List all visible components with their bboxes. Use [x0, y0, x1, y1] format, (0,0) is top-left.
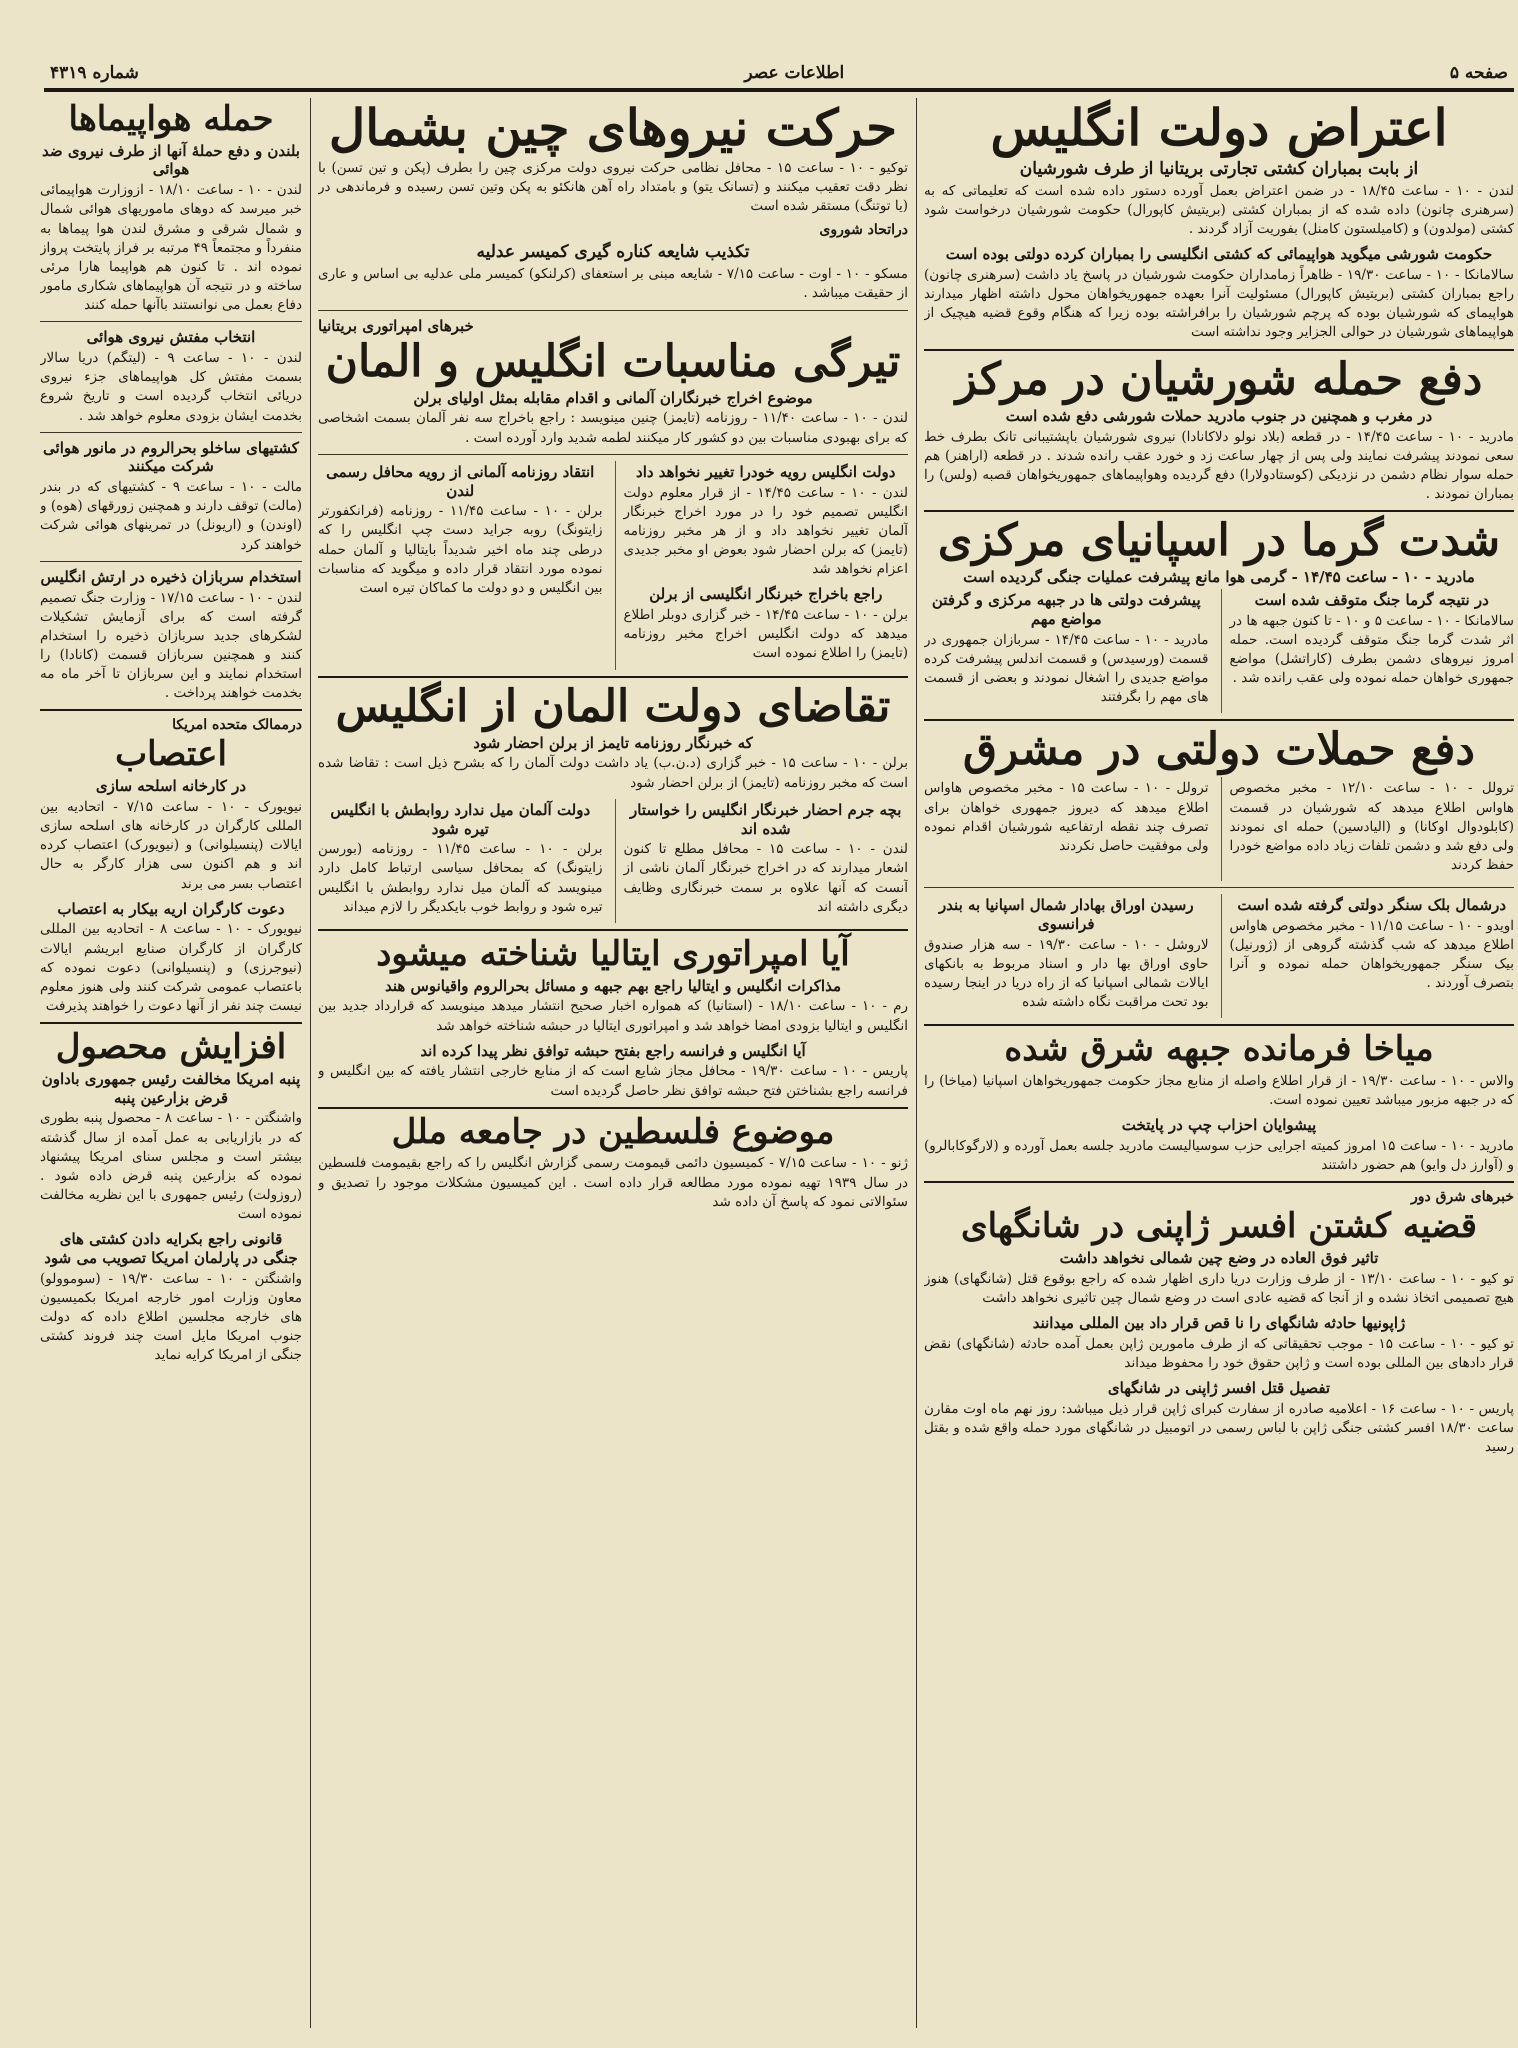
- divider: [924, 510, 1514, 512]
- subhead: بچه جرم احضار خبرنگار انگلیس را خواستار شده اند: [630, 800, 902, 838]
- headline-miaja: میاخا فرمانده جبهه شرق شده: [1004, 1029, 1434, 1070]
- subhead: مادرید - ۱۰ - ساعت ۱۴/۴۵ - گرمی هوا مانع پیشرفت عملیات جنگی گردیده است: [963, 568, 1475, 587]
- divider: [924, 887, 1514, 888]
- subhead: تفصیل قتل افسر ژاپنی در شانگهای: [1107, 1379, 1331, 1398]
- headline-germany-demand: تقاضای دولت المان از انگلیس: [335, 680, 891, 732]
- article-text: برلن - ۱۰ - ساعت ۱۱/۴۵ - روزنامه (فرانکفورتر زایتونگ) روبه جراید دست چپ انگلیس را که درطی چند ماه اخیر شدیداً بایتالیا و آلمان حمله نموده مورد انتقاد قرار داده و میگوید که مناسبات بین انگلیس و دو دولت ما کماکان تیره است: [318, 503, 603, 596]
- divider: [924, 719, 1514, 721]
- masthead: [44, 58, 1514, 88]
- subhead: استخدام سربازان ذخیره در ارتش انگلیس: [40, 567, 302, 586]
- subhead: در مغرب و همچنین در جنوب مادرید حملات شورشی دفع شده است: [1005, 406, 1433, 425]
- headline-center-attack: دفع حمله شورشیان در مرکز: [955, 353, 1483, 405]
- two-column-block: [924, 894, 1514, 1018]
- article-text: لاروشل - ۱۰ - ساعت ۱۹/۳۰ - سه هزار صندوق حاوی اوراق بها دار و اسناد مربوط به بانکهای ایالات شمالی اسپانیا که از راه دریا در اینجا رسیده بود تحت مراقبت نگاه داشته شده: [924, 936, 1209, 1011]
- column-divider: [310, 98, 311, 2028]
- two-column-block: [924, 589, 1514, 713]
- column-middle: [318, 98, 908, 2028]
- article-text: رم - ۱۰ - ساعت ۱۸/۱۰ - (استانیا) که همواره اخبار صحیح انتشار میدهد مینویسد که قرارداد جدید بین انگلیس و ایتالیا بزودی امضا خواهد شد و امپراتوری ایتالیا در حبشه شناخته خواهد شد: [318, 998, 908, 1034]
- two-column-block: [318, 799, 908, 923]
- subhead: از بابت بمباران کشتی تجارتی بریتانیا از طرف شورشیان: [1019, 158, 1419, 179]
- article-text: سالامانکا - ۱۰ - ساعت ۱۹/۳۰ - ظاهراً زمامداران حکومت شورشیان در پاسخ یاد داشت (سرهنری چانون) راجع بمباران کشتی (بریتیش کاپورال) مسئولیت آنرا بعهده جمهوریخواهان محول داشته اظهار میدارند هواپیمای که شورشیان بوده که پرچم شورشیان را برافراشته بوده زیرا که هنگام وقوع قضیه هیچیک از هواپیماهای شورشیان در حوالی الجزایر وجود نداشته است: [924, 266, 1514, 341]
- column-left: [40, 98, 302, 2028]
- subhead: آیا انگلیس و فرانسه راجع بفتح حبشه توافق نظر پیدا کرده اند: [420, 1041, 806, 1060]
- divider: [924, 349, 1514, 351]
- issue-number: شماره ۴۳۱۹: [50, 63, 139, 83]
- article-text: مادرید - ۱۰ - ساعت ۱۵ امروز کمیته اجرایی حزب سوسیالیست مادرید جلسه بعمل آورده و (لارگوکابالرو) و (آوارز دل وایو) هم حضور داشتند: [924, 1138, 1514, 1174]
- headline-crop-increase: افزایش محصول: [55, 1027, 287, 1068]
- section-label: خبرهای امپراتوری بریتانیا: [318, 316, 474, 335]
- article-text: لندن - ۱۰ - ساعت ۱۴/۴۵ - از قرار معلوم دولت انگلیس تصمیم خود را در مورد اخراج خبرنگار آلمان تغییر نخواهد داد و از هر مخبر روزنامه (تایمز) که برلن احضار شود بعوض او مخبر جدیدی اعزام نخواهد شد: [623, 484, 908, 578]
- subhead: پنبه امریکا مخالفت رئیس جمهوری باداون قرض بزارعین پنبه: [41, 1069, 301, 1107]
- two-column-block: [318, 461, 908, 670]
- article-text: والاس - ۱۰ - ساعت ۱۹/۳۰ - از قرار اطلاع واصله از منابع مجاز حکومت جمهوریخواهان اسپانیا (میاخا) را که در جبهه مزبور میباشد تعیین نموده است.: [924, 1073, 1514, 1109]
- subhead: کشتیهای ساخلو بحرالروم در مانور هوائی شرکت میکنند: [43, 438, 299, 476]
- subhead: در نتیجه گرما جنگ متوقف شده است: [1254, 591, 1489, 610]
- subhead: که خبرنگار روزنامه تایمز از برلن احضار شود: [473, 733, 753, 752]
- subhead: پیشوایان احزاب چپ در پایتخت: [1121, 1116, 1317, 1135]
- headline-heat-spain: شدت گرما در اسپانیای مرکزی: [937, 515, 1501, 567]
- article-text: نیویورک - ۱۰ - ساعت ۸ - اتحادیه بین المللی کارگران از کارگران صنایع ابریشم ایالات (نیوجرزی) و (پنسیلوانی) دعوت نموده که باعتصاب عمومی شرکت کنند ولی هنوز معلوم نیست چند نفر از آنها دعوت را خواهند پذیرفت: [40, 921, 302, 1015]
- divider: [924, 1024, 1514, 1026]
- article-text: برلن - ۱۰ - ساعت ۱۵ - خبر گزاری (د.ن.ب) یاد داشت دولت آلمان را که بشرح ذیل است : تقاضا شده است که مخبر روزنامه (تایمز) از برلن احضار شود: [318, 755, 908, 791]
- divider: [318, 310, 908, 311]
- article-text: تو کیو - ۱۰ - ساعت ۱۵ - موجب تحقیقاتی که از طرف مامورین ژاپن بعمل آمده حادثه (شانگهای) نقض قرار دادهای بین المللی بوده است و ژاپن حقوق خود را محفوظ میداند: [924, 1335, 1514, 1372]
- subhead: دولت انگلیس رویه خودرا تغییر نخواهد داد: [636, 462, 896, 481]
- subhead: در کارخانه اسلحه سازی: [95, 777, 247, 796]
- article-text: مالت - ۱۰ - ساعت ۹ - کشتیهای که در بندر (مالت) توقف دارند و همچنین زورقهای (هوه) و (اوندن) و (اریونل) در تمرینهای هوائی شرکت خواهند کرد: [40, 479, 302, 553]
- subhead: رسیدن اوراق بهادار شمال اسپانیا به بندر فرانسوی: [938, 896, 1194, 933]
- divider: [318, 929, 908, 931]
- subhead: قانونی راجع بکرایه دادن کشتی های جنگی در پارلمان امریکا تصویب می شود: [44, 1230, 298, 1268]
- subhead: تکذیب شایعه کناره گیری کمیسر عدلیه: [476, 241, 750, 262]
- masthead-rule: [44, 88, 1514, 92]
- subhead: انتقاد روزنامه آلمانی از رویه محافل رسمی لندن: [326, 462, 595, 500]
- article-text: لندن - ۱۰ - ساعت ۱۸/۱۰ - ازوزارت هواپیمائی خبر میرسد که دوهای ماموریهای هوائی شمال و شمال شرقی و مشرق لندن هوا پیماها به منفرداً و مجتمعاً ۴۹ مرتبه بر فراز پایتخت پرواز نموده اند . تا کنون هم هواپیما هارا مرئی ساخته و در نتیجه آن هواپیماهای شکاری مامور دفاع بعمل می نوانستند باآنها حمله کنند: [40, 182, 302, 314]
- divider: [40, 321, 302, 322]
- article-text: ترولل - ۱۰ - ساعت ۱۵ - مخبر مخصوص هاواس اطلاع میدهد که دیروز جمهوری خواهان برای تصرف چند نقطه ارتفاعیه شورشیان اقدام نموده ولی موفقیت حاصل نکردند: [924, 780, 1209, 854]
- subhead: انتخاب مفتش نیروی هوائی: [86, 328, 256, 347]
- divider: [40, 1022, 302, 1024]
- article-text: لندن - ۱۰ - ساعت ۱۱/۴۰ - روزنامه (تایمز) چنین مینویسد : راجع باخراج سه نفر آلمان بسمت اشخاصی که برای بهبودی مناسبات بین دو کشور کار میکنند لطمه شدید وارد آورده است .: [318, 410, 908, 446]
- article-text: واشنگتن - ۱۰ - ساعت ۱۹/۳۰ - (سوموولو) معاون وزارت امور خارجه امریکا بکمیسیون های خارجه مجلسین اطلاع داده که دولت جنوب امریکا مایل است چند فروند کشتی جنگی از امریکا کرایه نماید: [40, 1270, 302, 1364]
- subhead: بلندن و دفع حملهٔ آنها از طرف نیروی ضد هوائی: [42, 141, 300, 179]
- headline-east-attacks: دفع حملات دولتی در مشرق: [963, 724, 1475, 776]
- article-text: توکیو - ۱۰ - ساعت ۱۵ - محافل نظامی حرکت نیروی دولت مرکزی چین را بطرف (پکن و تین تسن) با نظر دقت تعقیب میکنند و (تسانک یتو) و بامتداد راه آهن هانکئو به پکن وتین تسن رسیده و فرماندهی در (یا توتنگ) مستقر شده است: [318, 159, 908, 214]
- article-text: مادرید - ۱۰ - ساعت ۱۴/۴۵ - سربازان جمهوری در قسمت (ورسیدس) و قسمت اندلس پیشرفت کرده مواضع جدیدی را اشغال نمودند و بعضی از قسمت های مهم را بگرفتند: [924, 631, 1209, 706]
- divider: [318, 676, 908, 678]
- article-text: لندن - ۱۰ - ساعت ۱۵ - محافل مطلع تا کنون اشعار میدارند که در اخراج خبرنگار آلمان ناشی از آنست که آنها علاوه بر سمت خبرنگاری وظایف دیگری داشته اند: [623, 841, 908, 915]
- subhead: درشمال بلک سنگر دولتی گرفته شده است: [1237, 896, 1507, 915]
- subhead: راجع باخراج خبرنگار انگلیسی از برلن: [649, 585, 883, 604]
- article-text: لندن - ۱۰ - ساعت ۹ - (لیتگم) دریا سالار بسمت مفتش کل هواپیماهای جزء نیروی دریائی انتخاب گردیده است و تاریخ شروع بخدمت ایشان بزودی معلوم خواهد شد .: [40, 350, 302, 424]
- two-column-block: [924, 777, 1514, 881]
- section-label: خبرهای شرق دور: [1410, 1189, 1514, 1206]
- section-label: درممالک متحده امریکا: [172, 717, 302, 734]
- headline-japanese-officer: قضیه کشتن افسر ژاپنی در شانگهای: [960, 1206, 1478, 1247]
- divider: [40, 561, 302, 562]
- column-right: [924, 98, 1514, 2028]
- divider: [40, 432, 302, 433]
- divider: [318, 454, 908, 455]
- article-text: اویدو - ۱۰ - ساعت ۱۱/۱۵ - مخبر مخصوص هاواس اطلاع میدهد که شب گذشته گروهی از (ژورنیل) بیک سنگر جمهوریخواهان حمله نموده و آنرا بتصرف آوردند .: [1229, 917, 1514, 992]
- divider: [924, 1181, 1514, 1183]
- article-text: واشنگتن - ۱۰ - ساعت ۸ - محصول پنبه بطوری که در بازاریابی به عمل آمده از سال گذشته بیشتر است و مجلس سنای امریکا پیشنهاد نموده که بزارعین پنبه قرض داده شود . (روزولت) رئیس جمهوری با این نظریه مخالفت نموده است: [40, 1110, 302, 1223]
- divider: [40, 709, 302, 711]
- headline-china-north: حرکت نیروهای چین بشمال: [328, 98, 898, 157]
- headline-strike: اعتصاب: [115, 734, 227, 775]
- article-text: مادرید - ۱۰ - ساعت ۱۴/۴۵ - در قطعه (بلاد نولو دلاکانادا) نیروی شورشیان باپشتیبانی تانک بطرف خط سعی نمودند پیشرفت نمایند ولی پس از چهار ساعت زد و خورد عقب رانده شدند . در قطعه (اراهنر) هم حمله سوار نظام دشمن در نزدیکی (کوستادولارا) دفع گردیده وهواپیماهای جمهوریخواهان قصبه (ولس) را بمباران نمودند .: [924, 428, 1514, 502]
- article-text: پاریس - ۱۰ - ساعت ۱۶ - اعلامیه صادره از سفارت کبرای ژاپن قرار ذیل میباشد: روز نهم ماه اوت مقارن ساعت ۱۸/۳۰ افسر کشتی جنگی ژاپن با لباس رسمی در اتومبیل در شانگهای مورد حمله واقع شده و بقتل رسید: [924, 1400, 1514, 1456]
- subhead: حکومت شورشی میگوید هواپیمائی که کشتی انگلیسی را بمباران کرده دولتی بوده است: [945, 245, 1493, 264]
- paper-title: اطلاعات عصر: [744, 63, 845, 83]
- headline-palestine: موضوع فلسطین در جامعه ملل: [391, 1111, 835, 1152]
- column-divider: [916, 98, 917, 2028]
- headline-british-protest: اعتراض دولت انگلیس: [990, 98, 1448, 157]
- article-text: سالامانکا - ۱۰ - ساعت ۵ و ۱۰ - تا کنون جبهه ها در اثر شدت گرما جنگ متوقف گردیده است. حمله امروز نیروهای دشمن بطرف (کاراتشل) مواضع جمهوری خواهان حمله نموده ولی عقب رانده شد .: [1229, 612, 1514, 687]
- headline-italy-empire: آیا امپراتوری ایتالیا شناخته میشود: [376, 933, 850, 974]
- article-text: ژنو - ۱۰ - ساعت ۷/۱۵ - کمیسیون دائمی قیمومت رسمی گزارش انگلیس را که راجع بقیمومت فلسطین در سال ۱۹۳۹ تهیه نموده مورد مطالعه قرار داده است . این کمیسیون مشکلات موجود را تصدیق و سئوالاتی نمود که پاسخ آن داده شد: [318, 1155, 908, 1210]
- article-text: برلن - ۱۰ - ساعت ۱۱/۴۵ - روزنامه (بورسن زایتونگ) که بمحافل سیاسی ارتباط کامل دارد مینویسد که آلمان میل ندارد روابطش با انگلیس تیره شود و روابط خوب بایکدیگر را لازم میداند: [318, 841, 603, 915]
- subhead: دعوت کارگران اریه بیکار به اعتصاب: [57, 899, 285, 918]
- article-text: برلن - ۱۰ - ساعت ۱۴/۴۵ - خبر گزاری دوبلر اطلاع میدهد که دولت انگلیس اخراج مخبر روزنامه (تایمز) را اطلاع نموده است: [623, 607, 908, 662]
- subhead: تاثیر فوق العاده در وضع چین شمالی نخواهد داشت: [1059, 1249, 1379, 1268]
- section-label: دراتحاد شوروی: [819, 221, 908, 238]
- subhead: مذاکرات انگلیس و ایتالیا راجع بهم جبهه و مسائل بحرالروم واقیانوس هند: [385, 976, 841, 995]
- article-text: نیویورک - ۱۰ - ساعت ۷/۱۵ - اتحادیه بین المللی کارگران در کارخانه های اسلحه سازی ایالات (پنسیلوانی) و (نیویورک) اعتصاب کرده اند و هم اکنون سی هزار کارگر به حال اعتصاب بسر می برند: [40, 798, 302, 892]
- subhead: ژاپونیها حادثه شانگهای را نا قص قرار داد بین المللی میدانند: [1032, 1314, 1406, 1333]
- headline-england-germany: تیرگی مناسبات انگلیس و المان: [325, 335, 901, 387]
- article-text: پاریس - ۱۰ - ساعت ۱۹/۳۰ - محافل مجاز شایع است که از منابع خارجی انتشار یافته که بین انگلیس و فرانسه راجع بشناختن فتح حبشه توافق نظر حاصل گردیده است: [318, 1063, 908, 1099]
- newspaper-page: [40, 58, 1514, 2028]
- subhead: پیشرفت دولتی ها در جبهه مرکزی و گرفتن مواضع مهم: [931, 591, 1201, 628]
- subhead: دولت آلمان میل ندارد روابطش با انگلیس تیره شود: [330, 800, 591, 838]
- article-text: لندن - ۱۰ - ساعت ۱۸/۴۵ - در ضمن اعتراض بعمل آورده دستور داده شده است که تعلیماتی که به (سرهنری چانون) داده شده که از بمباران کشتی (بریتیش کاپورال) حکومت شورشیان درخواست شود کشتی (مولدون) و (کامیلستون کامنل) بفوریت آزاد گردند .: [924, 182, 1514, 238]
- article-text: مسکو - ۱۰ - اوت - ساعت ۷/۱۵ - شایعه مبنی بر استعفای (کرلنکو) کمیسر ملی عدلیه بی اساس و عاری از حقیقت میباشد .: [318, 266, 908, 302]
- headline-air-attack: حمله هواپیماها: [68, 99, 274, 139]
- article-text: ترولل - ۱۰ - ساعت ۱۲/۱۰ - مخبر مخصوص هاواس اطلاع میدهد که شورشیان در قسمت (کابلودوال اوکانا) و (الیادسین) حمله ای نمودند ولی دفع شد و دشمن تلفات زیاد داده مواضع خودرا حفظ کردند: [1229, 780, 1514, 874]
- article-text: لندن - ۱۰ - ساعت ۱۷/۱۵ - وزارت جنگ تصمیم گرفته است که برای آزمایش تشکیلات لشکرهای جدید سربازان ذخیره را استخدام کنند و همچنین سربازان قسمت (کانادا) را استخدام نمایند و این سربازان تا آخر ماه مه بخدمت خواهند پرداخت .: [40, 589, 302, 702]
- article-text: تو کیو - ۱۰ - ساعت ۱۳/۱۰ - از طرف وزارت دریا داری اظهار شده که راجع بوقوع قتل (شانگهای) هنوز هیچ تصمیمی اتخاذ نشده و از آنجا که قضیه عادی است در وضع شمال چین تاثیری نخواهد داشت: [924, 1270, 1514, 1306]
- subhead: موضوع اخراج خبرنگاران آلمانی و اقدام مقابله بمثل اولیای برلن: [413, 388, 813, 407]
- divider: [318, 1107, 908, 1109]
- page-number: صفحه ۵: [1449, 63, 1508, 83]
